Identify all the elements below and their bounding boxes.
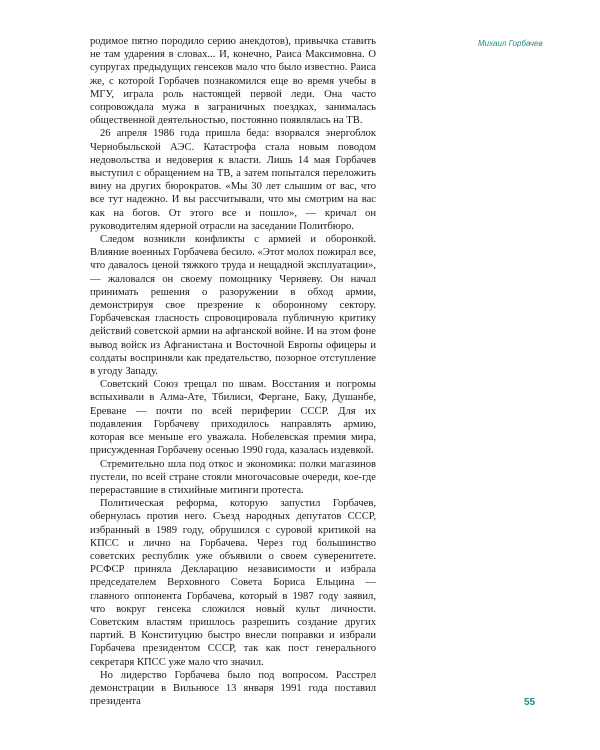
body-text [90, 35, 376, 708]
paragraph-army-conflicts: Следом возникли конфликты с армией и оборонкой. Влияние военных Горбачева бесило. «Этот молох пожирал все, что давалось ценой тяжкого труда и нещадной эксплуатации», — жаловался он своему помощнику Черняеву. Он начал принимать решения о разоружении в обход армии, демонстрируя свое презрение к оборонному сектору. Горбачевская гласность спровоцировала публичную критику действий советской армии на афганской войне. И на этом фоне вывод войск из Афганистана и Восточной Европы офицеры и солдаты восприняли как предательство, позорное отступление в угоду Западу. [90, 234, 376, 378]
paragraph-economy: Стремительно шла под откос и экономика: полки магазинов пустели, по всей стране стояли многочасовые очереди, кое-где перераставшие в стихийные митинги протеста. [90, 458, 376, 496]
running-head-title: Михаил Горбачев [478, 39, 543, 48]
page-number: 55 [524, 697, 536, 708]
paragraph-political-reform: Политическая реформа, которую запустил Горбачев, обернулась против него. Съезд народных депутатов СССР, избранный в 1989 году, обрушился с суровой критикой на КПСС и лично на Горбачева. Через год большинство советских республик уже объявили о своем суверенитете. РСФСР приняла Декларацию независимости и избрала председателем Верховного Совета Бориса Ельцина — главного оппонента Горбачева, который в 1987 году заявил, что вокруг генсека сложился новый культ личности. Советским властям пришлось разрешить создание других партий. В Конституцию быстро внесли поправки и избрали Горбачева президентом СССР, так как пост генерального секретаря КПСС уже мало что значил. [90, 498, 376, 668]
paragraph-ussr-unrest: Советский Союз трещал по швам. Восстания и погромы вспыхивали в Алма-Ате, Тбилиси, Фергане, Баку, Душанбе, Ереване — почти по всей периферии СССР. Для их подавления Горбачеву приходилось направлять армию, которая все меньше его уважала. Нобелевская премия мира, присужденная Горбачеву осенью 1990 года, казалась издевкой. [90, 379, 376, 457]
paragraph-continuation: родимое пятно породило серию анекдотов), привычка ставить не там ударения в словах... И, конечно, Раиса Максимовна. О супругах предыдущих генсеков мало что было известно. Раиса же, с которой Горбачев познакомился еще во время учебы в МГУ, играла роль настоящей первой леди. Она часто сопровождала мужа в заграничных поездках, занималась общественной деятельностью, постоянно появлялась на ТВ. [90, 36, 376, 127]
paragraph-leadership: Но лидерство Горбачева было под вопросом. Расстрел демонстрации в Вильнюсе 13 января 1991 года поставил президента [90, 669, 376, 708]
paragraph-chernobyl: 26 апреля 1986 года пришла беда: взорвался энергоблок Чернобыльской АЭС. Катастрофа стала новым поводом недовольства и недоверия к власти. Лишь 14 мая Горбачев выступил с обращением на ТВ, а затем попытался переложить вину на других бюрократов. «Мы 30 лет слышим от вас, что все тут надежно. И вы рассчитывали, что мы смотрим на вас как на богов. От этого все и пошло», — кричал он руководителям ядерной отрасли на заседании Политбюро. [90, 128, 376, 232]
